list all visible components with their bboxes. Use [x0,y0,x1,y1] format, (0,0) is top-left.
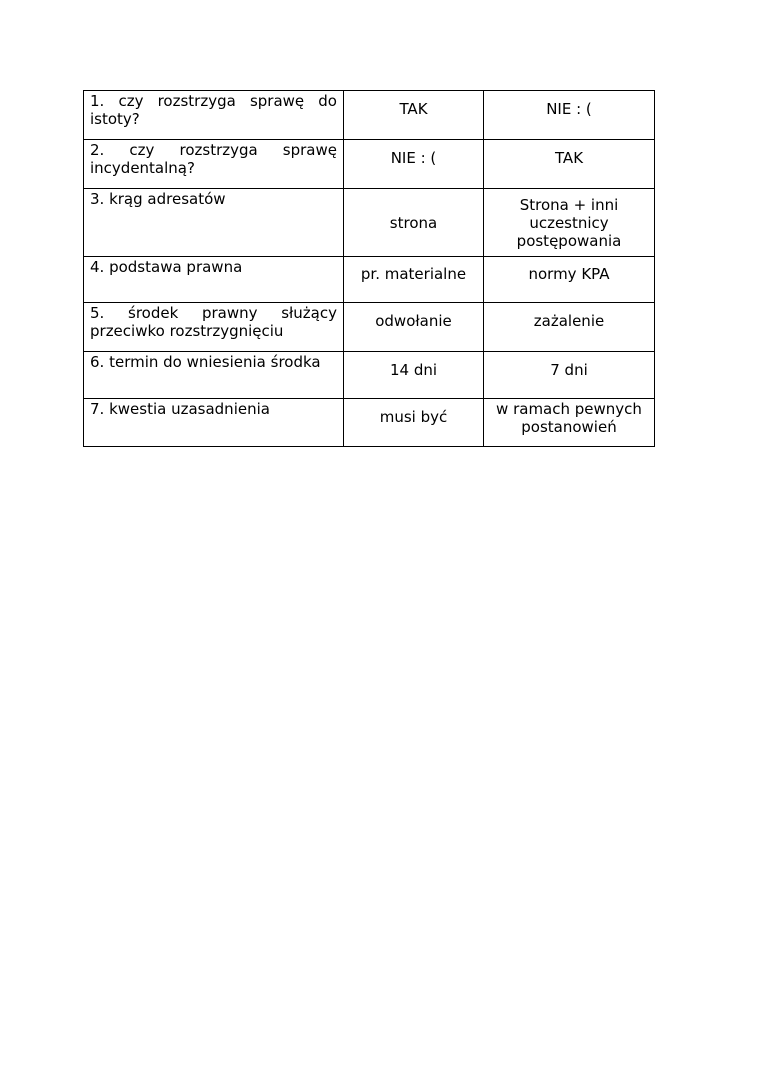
comparison-table [83,90,655,447]
table-row [84,257,655,303]
question-cell: 3. krąg adresatów [84,189,344,257]
question-cell: 5. środek prawny służący przeciwko rozstrzygnięciu [84,303,344,352]
answer-cell: pr. materialne [344,257,484,303]
question-cell: 2. czy rozstrzyga sprawę incydentalną? [84,140,344,189]
answer-cell: w ramach pewnych postanowień [484,399,655,447]
table-row [84,91,655,140]
answer-cell: TAK [344,91,484,140]
answer-cell: 14 dni [344,352,484,399]
answer-cell: TAK [484,140,655,189]
answer-cell: zażalenie [484,303,655,352]
table-row [84,189,655,257]
table-row [84,303,655,352]
answer-cell: Strona + inni uczestnicy postępowania [484,189,655,257]
answer-cell: odwołanie [344,303,484,352]
table-row [84,352,655,399]
answer-cell: NIE : ( [344,140,484,189]
answer-cell: 7 dni [484,352,655,399]
question-cell: 6. termin do wniesienia środka [84,352,344,399]
answer-cell: musi być [344,399,484,447]
answer-cell: normy KPA [484,257,655,303]
question-cell: 4. podstawa prawna [84,257,344,303]
table-row [84,399,655,447]
table-row [84,140,655,189]
question-cell: 1. czy rozstrzyga sprawę do istoty? [84,91,344,140]
question-cell: 7. kwestia uzasadnienia [84,399,344,447]
answer-cell: strona [344,189,484,257]
answer-cell: NIE : ( [484,91,655,140]
